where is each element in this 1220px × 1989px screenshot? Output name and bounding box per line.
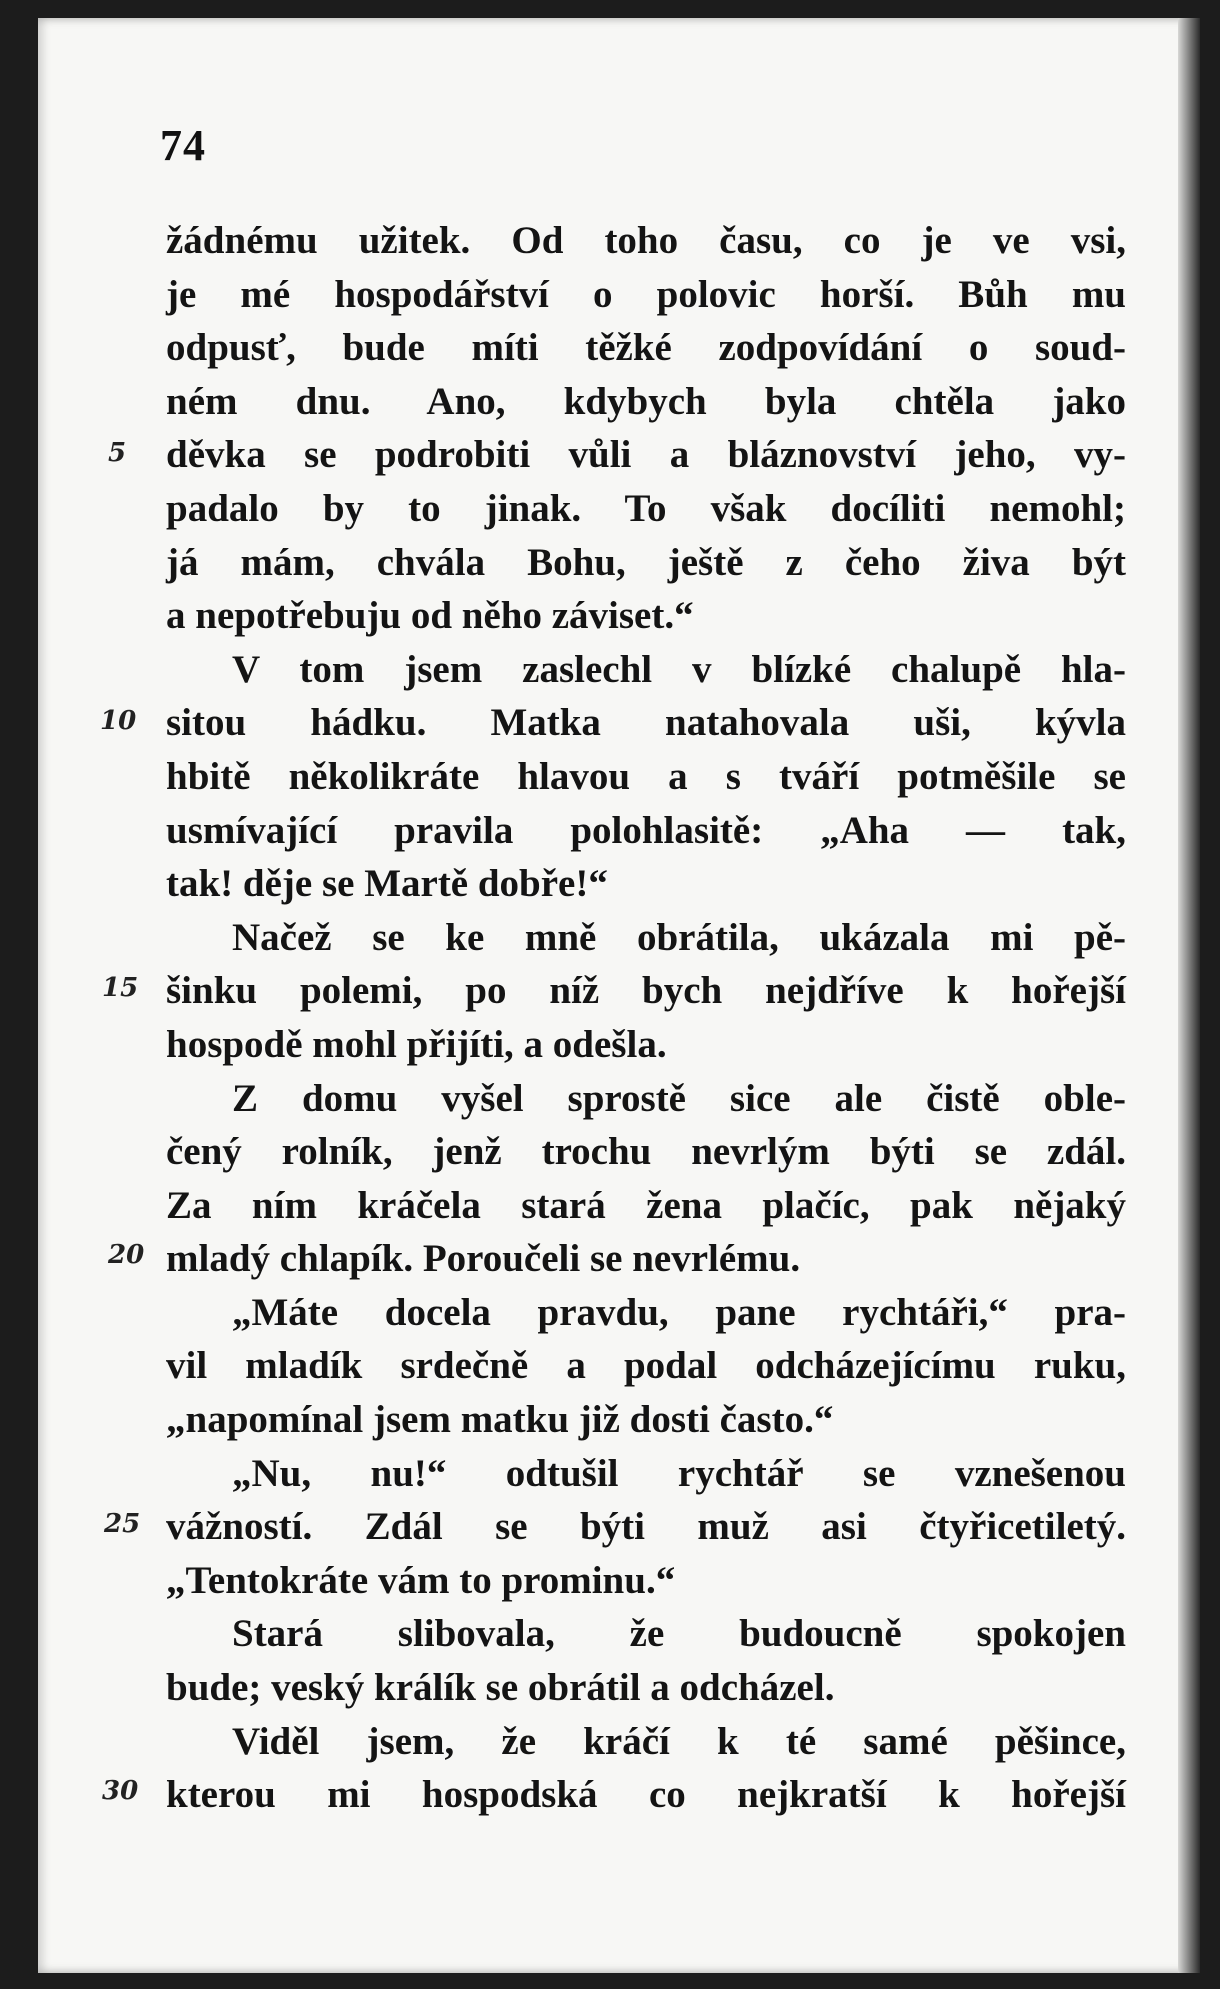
margin-line-number: 30 — [102, 1776, 139, 1806]
book-page — [38, 18, 1200, 1973]
text-line: děvka se podrobiti vůli a bláznovství jeho, vy- — [166, 433, 1126, 477]
text-line: Načež se ke mně obrátila, ukázala mi pě- — [232, 915, 1126, 959]
text-line: vážností. Zdál se býti muž asi čtyřicetiletý. — [166, 1505, 1126, 1549]
text-line: ném dnu. Ano, kdybych byla chtěla jako — [166, 379, 1126, 423]
margin-line-number: 10 — [100, 706, 137, 736]
text-line: „napomínal jsem matku již dosti často.“ — [166, 1398, 834, 1442]
text-line: tak! děje se Martě dobře!“ — [166, 862, 608, 906]
text-line: Viděl jsem, že kráčí k té samé pěšince, — [232, 1719, 1126, 1763]
text-line: „Tentokráte vám to prominu.“ — [166, 1558, 676, 1602]
text-line: šinku polemi, po níž bych nejdříve k hořejší — [166, 969, 1126, 1013]
text-line: „Máte docela pravdu, pane rychtáři,“ pra- — [232, 1290, 1126, 1334]
text-line: a nepotřebuju od něho záviset.“ — [166, 594, 694, 638]
text-line: je mé hospodářství o polovic horší. Bůh mu — [166, 272, 1126, 316]
margin-line-number: 25 — [104, 1509, 141, 1539]
text-line: Z domu vyšel sprostě sice ale čistě oble- — [232, 1076, 1126, 1120]
text-line: V tom jsem zaslechl v blízké chalupě hla- — [232, 647, 1126, 691]
text-line: hospodě mohl přijíti, a odešla. — [166, 1022, 667, 1066]
text-line: sitou hádku. Matka natahovala uši, kývla — [166, 701, 1126, 745]
text-line: kterou mi hospodská co nejkratší k hořejší — [166, 1773, 1126, 1817]
page-number: 74 — [160, 121, 206, 170]
page-edge-shadow — [1178, 18, 1200, 1973]
text-line: Stará slibovala, že budoucně spokojen — [232, 1612, 1126, 1656]
margin-line-number: 5 — [108, 438, 127, 468]
text-line: „Nu, nu!“ odtušil rychtář se vznešenou — [232, 1451, 1126, 1495]
text-line: usmívající pravila polohlasitě: „Aha — tak, — [166, 808, 1126, 852]
text-line: Za ním kráčela stará žena plačíc, pak nějaký — [166, 1183, 1126, 1227]
body-text — [166, 214, 1126, 1822]
margin-line-number: 20 — [108, 1240, 145, 1270]
text-line: já mám, chvála Bohu, ještě z čeho živa být — [166, 540, 1126, 584]
margin-line-number: 15 — [102, 973, 139, 1003]
text-line: bude; veský králík se obrátil a odcházel. — [166, 1666, 835, 1710]
text-line: hbitě několikráte hlavou a s tváří potměšile se — [166, 754, 1126, 798]
text-line: vil mladík srdečně a podal odcházejícímu ruku, — [166, 1344, 1126, 1388]
text-line: mladý chlapík. Poroučeli se nevrlému. — [166, 1237, 801, 1281]
text-line: padalo by to jinak. To však docíliti nemohl; — [166, 486, 1126, 530]
text-line: čený rolník, jenž trochu nevrlým býti se zdál. — [166, 1130, 1126, 1174]
text-line: odpusť, bude míti těžké zodpovídání o soud- — [166, 326, 1126, 370]
text-line: žádnému užitek. Od toho času, co je ve vsi, — [166, 219, 1126, 262]
